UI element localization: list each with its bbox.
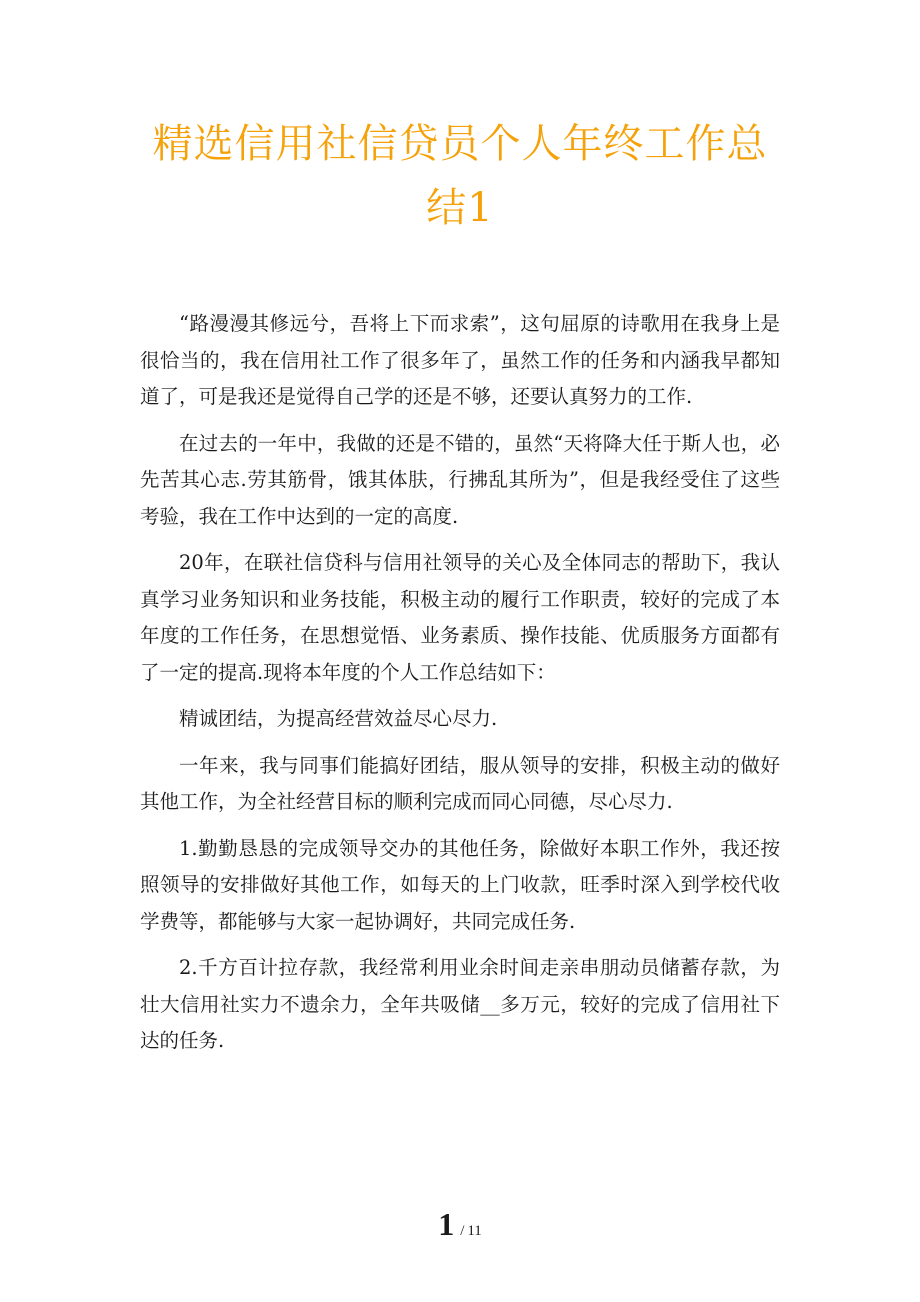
paragraph: 20年，在联社信贷科与信用社领导的关心及全体同志的帮助下，我认真学习业务知识和业务技能，积极主动的履行工作职责，较好的完成了本年度的工作任务，在思想觉悟、业务素质、操作技能、优质服务方面都有了一定的提高.现将本年度的个人工作总结如下： [140,551,780,684]
paragraph: 在过去的一年中，我做的还是不错的，虽然“天将降大任于斯人也，必先苦其心志.劳其筋骨，饿其体肤，行拂乱其所为”，但是我经受住了这些考验，我在工作中达到的一定的高度. [140,431,780,528]
document-body [140,306,780,1070]
section-heading: 精诚团结，为提高经营效益尽心尽力. [179,707,498,730]
current-page-number: 1 [438,1206,455,1242]
paragraph: 一年来，我与同事们能搞好团结，服从领导的安排，积极主动的做好其他工作，为全社经营目标的顺利完成而同心同德，尽心尽力. [140,753,780,813]
list-item: 1.勤勤恳恳的完成领导交办的其他任务，除做好本职工作外，我还按照领导的安排做好其他工作，如每天的上门收款，旺季时深入到学校代收学费等，都能够与大家一起协调好，共同完成任务. [140,836,780,933]
paragraph: “路漫漫其修远兮，吾将上下而求索”，这句屈原的诗歌用在我身上是很恰当的，我在信用社工作了很多年了，虽然工作的任务和内涵我早都知道了，可是我还是觉得自己学的还是不够，还要认真努力的工作. [140,312,780,408]
document-title: 精选信用社信贷员个人年终工作总结1 [152,121,768,231]
total-page-count: 11 [467,1223,482,1239]
page-number [0,1206,920,1243]
page-separator: / [460,1223,465,1239]
list-item: 2.千方百计拉存款，我经常利用业余时间走亲串朋动员储蓄存款，为壮大信用社实力不遗余力，全年共吸储__多万元，较好的完成了信用社下达的任务. [140,956,780,1052]
